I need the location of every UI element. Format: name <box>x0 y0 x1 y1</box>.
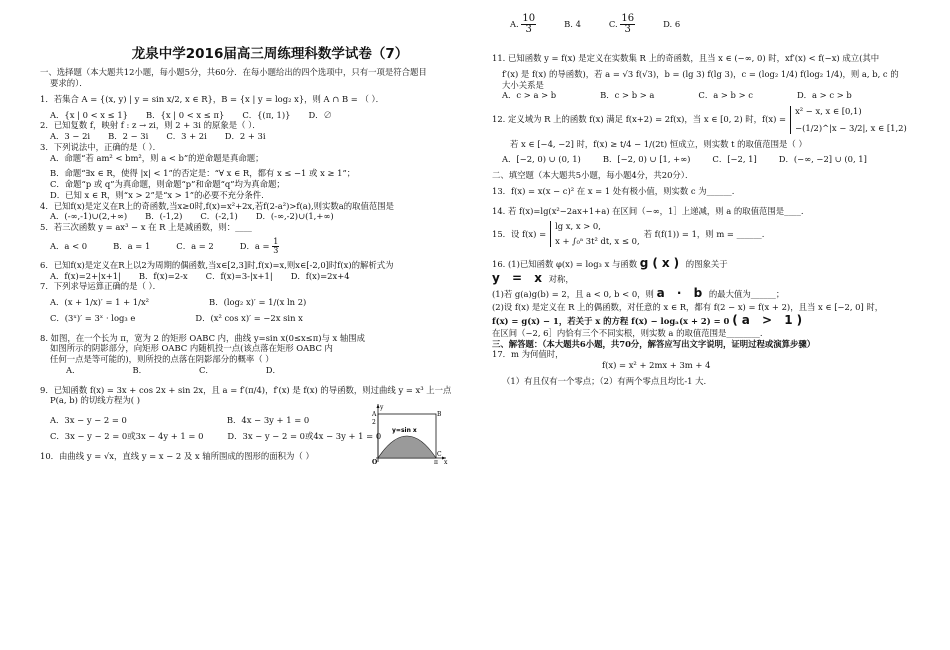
q12-line-2: 若 x ∈ [−4, −2] 时，f(x) ≥ t/4 − 1/(2t) 恒成立，则实数 t 的取值范围是（ ） <box>510 138 807 149</box>
figure-label-c: C <box>437 451 442 458</box>
q10-options <box>492 0 912 48</box>
q5-option-c: C．a = 2 <box>176 240 214 251</box>
q4-option-c: C．(-2,1) <box>200 211 238 222</box>
q3-option-a: A．命题“若 am² < bm²，则 a < b”的逆命题是真命题； <box>50 152 264 163</box>
q7-option-a: A．(x + 1/x)′ = 1 + 1/x² <box>50 297 150 308</box>
q12-options <box>492 154 912 165</box>
q6-option-c: C．f(x)=3-|x+1| <box>205 270 273 281</box>
q9-option-c: C．3x − y − 2 = 0或3x − 4y + 1 = 0 <box>50 430 204 441</box>
figure-label-2: 2 <box>372 419 376 426</box>
q2-stem: 2．已知复数 f，映射 f : z → zi，则 2 + 3i 的原象是（ ）． <box>40 120 261 131</box>
q6-options <box>40 271 470 282</box>
q8-options <box>40 365 470 376</box>
q2-option-b: B．2 − 3i <box>108 131 149 142</box>
q8-option-c: C． <box>198 364 214 375</box>
q15-prefix: 15．设 f(x) = <box>492 228 547 239</box>
q16-line-placeholder: y = x <box>492 271 546 286</box>
figure-label-y: y <box>380 404 384 411</box>
q13-stem: 13．f(x) = x(x − c)² 在 x = 1 处有极小值，则实数 c 为______. <box>492 185 735 196</box>
q9-option-d: D．3x − y − 2 = 0或4x − 3y + 1 = 0 <box>227 430 382 441</box>
q8-option-d: D． <box>265 364 281 375</box>
q16-line-3 <box>492 286 912 301</box>
q5-d-fraction: $\frac{1}{3}$ <box>273 236 279 255</box>
right-column <box>492 0 912 387</box>
q5-options <box>40 238 470 255</box>
q15-suffix: 若 f(f(1)) = 1，则 m = ______. <box>643 228 765 239</box>
figure-curve-label: y=sin x <box>392 427 417 434</box>
q16-line-2 <box>492 271 912 286</box>
q12-line-1: 12. 定义域为 R 上的函数 f(x) 满足 f(x+2) = 2f(x)，当 x ∈ [0, 2) 时，f(x) = <box>492 114 787 125</box>
left-column <box>40 0 470 464</box>
q6-option-b: B．f(x)=2-x <box>138 270 188 281</box>
figure-label-x: x <box>444 459 448 464</box>
q7-options-row1 <box>40 297 470 308</box>
q16-line-3-tail: 的最大值为______； <box>708 289 785 300</box>
exam-title: 龙泉中学2016届高三周练理科数学试卷（7） <box>131 46 409 62</box>
q8-line-3: 任何一点是等可能的)，则所投的点落在阴影部分的概率（ ） <box>50 354 274 365</box>
q16-line-4: (2)设 f(x) 是定义在 R 上的偶函数，对任意的 x ∈ R，都有 f(2 − x) = f(x + 2)，且当 x ∈ [−2, 0] 时， <box>492 301 884 312</box>
q11-line-2: f′(x) 是 f(x) 的导函数)，若 a = √3 f(√3)，b = (lg 3) f(lg 3)，c = (log₂ 1/4) f(log₂ 1/4)，则 a, b, c 的 <box>502 68 899 79</box>
q15-piece-2: x + ∫₀ᵃ 3t² dt, x ≤ 0, <box>555 236 640 246</box>
q5-option-d: D．a = $\frac{1}{3}$ <box>239 236 279 255</box>
q3-option-d: D．已知 x ∈ R，则“x > 2”是“x > 1”的必要不充分条件. <box>50 189 264 200</box>
q7-option-c: C．(3ˣ)′ = 3ˣ · log₃ e <box>50 312 136 323</box>
q12-piece-2: −(1/2)^|x − 3/2|, x ∈ [1,2) <box>795 122 907 133</box>
q14-stem: 14. 若 f(x)=lg(x²−2ax+1+a) 在区间（−∞，1］上递减，则 a 的取值范围是____. <box>492 205 804 216</box>
q8-line-2: 如图所示的阴影部分，向矩形 OABC 内随机投一点(该点落在矩形 OABC 内 <box>50 343 333 354</box>
q17-line-2: （1）有且仅有一个零点；（2）有两个零点且均比-1 大. <box>502 375 707 386</box>
q1-option-c: C．{(π, 1)} <box>242 109 291 120</box>
q1-option-a: A．{x | 0 < x ≤ 1} <box>50 109 129 120</box>
q12-option-a: A．[−2, 0) ∪ (0, 1) <box>502 154 581 165</box>
q16-line-1 <box>492 256 912 271</box>
q10-stem: 10．由曲线 y = √x，直线 y = x − 2 及 x 轴所围成的图形的面积为（ ） <box>40 450 314 461</box>
q11-line-1: 11. 已知函数 y = f(x) 是定义在实数集 R 上的奇函数，且当 x ∈ (−∞, 0) 时，xf′(x) < f(−x) 成立(其中 <box>492 53 880 63</box>
q11-option-d: D．a > c > b <box>796 90 852 101</box>
q4-stem: 4．已知f(x)是定义在R上的奇函数,当x≥0时,f(x)=x²+2x,若f(2-a²)>f(a),则实数a的取值范围是 <box>40 200 395 211</box>
q16-line-6: 在区间（−2, 6］内恰有三个不同实根，则实数 a 的取值范围是________. <box>492 327 763 338</box>
q12-piecewise <box>790 106 907 134</box>
q6-option-d: D．f(x)=2x+4 <box>290 270 350 281</box>
q15-row <box>492 221 912 247</box>
figure-label-a: A <box>372 411 377 418</box>
q8-option-a: A． <box>66 364 81 375</box>
q10-option-b: B. 4 <box>564 18 581 29</box>
q4-option-b: B．(-1,2) <box>145 211 183 222</box>
q16-condition-placeholder: (a > 1) <box>732 312 807 327</box>
q16-expression-placeholder: a · b <box>656 286 707 301</box>
q17-line-1: 17．m 为何值时， <box>492 349 564 360</box>
q2-options <box>40 131 470 142</box>
section-1-heading-cont: 要求的）． <box>50 78 88 89</box>
figure-shaded-region <box>378 436 436 458</box>
q5-option-a: A．a < 0 <box>50 240 88 251</box>
q9-option-b: B．4x − 3y + 1 = 0 <box>226 415 310 426</box>
q7-stem: 7．下列求导运算正确的是（ ）． <box>40 281 162 292</box>
q9-line-2: P(a, b) 的切线方程为( ) <box>50 395 140 406</box>
q12-piece-1: x² − x, x ∈ [0,1) <box>795 106 862 116</box>
q15-piecewise <box>550 221 640 247</box>
q10-option-a: A. $\frac{10}{3}$ <box>510 12 536 35</box>
q10-option-c: C. $\frac{16}{3}$ <box>608 12 635 35</box>
q2-option-d: D．2 + 3i <box>224 131 266 142</box>
q16-function-placeholder: g(x) <box>639 255 684 270</box>
section-3-heading: 三、解答题：（本大题共6小题，共70分，解答应写出文字说明，证明过程或演算步骤） <box>492 338 816 349</box>
q1-stem: 1．若集合 A = {(x, y) | y = sin x/2, x ∈ R}，B = {x | y = log₂ x}，则 A ∩ B = （ ）． <box>40 93 385 104</box>
q16-line-5 <box>492 313 912 328</box>
q2-option-a: A．3 − 2i <box>50 131 91 142</box>
q12-first-row <box>492 106 912 134</box>
q12-option-b: B．[−2, 0) ∪ [1, +∞) <box>602 154 691 165</box>
q8-option-b: B． <box>132 364 147 375</box>
q5-option-b: B．a = 1 <box>113 240 151 251</box>
figure-label-pi: π <box>434 459 438 464</box>
q8-line-1: 8. 如图，在一个长为 π，宽为 2 的矩形 OABC 内，曲线 y=sin x(0≤x≤π)与 x 轴围成 <box>40 332 366 343</box>
q11-options <box>492 90 912 101</box>
q9-option-a: A．3x − y − 2 = 0 <box>50 415 127 426</box>
q15-piece-1: lg x, x > 0, <box>555 221 601 232</box>
q4-option-a: A．(-∞,-1)∪(2,+∞) <box>50 211 128 222</box>
q12-option-d: D．(−∞, −2] ∪ (0, 1] <box>778 154 867 165</box>
q4-option-d: D．(-∞,-2)∪(1,+∞) <box>255 211 334 222</box>
q8-figure <box>370 402 450 464</box>
q16-line-5-text: f(x) = g(x) − 1，若关于 x 的方程 f(x) − logₐ(x + 2) = 0 <box>492 315 730 326</box>
q3-stem: 3．下列说法中，正确的是（ ）． <box>40 141 162 152</box>
q1-option-d: D．∅ <box>308 109 332 120</box>
q17-equation: f(x) = x² + 2mx + 3m + 4 <box>602 360 711 371</box>
q6-stem: 6．已知f(x)是定义在R上以2为周期的偶函数,当x∈[2,3]时,f(x)=x,则x∈[-2,0]时f(x)的解析式为 <box>40 259 394 270</box>
q16-line-1-tail: 的图象关于 <box>685 258 728 269</box>
section-2-heading: 二、填空题（本大题共5小题，每小题4分，共20分）． <box>492 170 694 180</box>
q11-option-c: C．a > b > c <box>698 90 753 101</box>
q6-option-a: A．f(x)=2+|x+1| <box>50 270 121 281</box>
q7-options-row2 <box>40 313 470 324</box>
section-1-heading: 一、选择题（本大题共12小题，每小题5分，共60分．在每小题给出的四个选项中，只有一项是符合题目 <box>40 67 427 78</box>
q1-option-b: B．{x | 0 < x ≤ π} <box>146 109 225 120</box>
q9-line-1: 9．已知函数 f(x) = 3x + cos 2x + sin 2x，且 a = f′(π/4)，f′(x) 是 f(x) 的导函数，则过曲线 y = x³ 上一点 <box>40 384 452 395</box>
q7-option-d: D．(x² cos x)′ = −2x sin x <box>195 312 303 323</box>
q5-stem: 5．若三次函数 y = ax³ − x 在 R 上是减函数，则：____ <box>40 222 252 233</box>
q11-line-3: 大小关系是 <box>502 79 544 90</box>
q16-line-2-text: 对称， <box>548 274 574 285</box>
q16-line-1-text: 16. (1)已知函数 φ(x) = log₃ x 与函数 <box>492 258 638 269</box>
q2-option-c: C．3 + 2i <box>166 131 207 142</box>
q1-options <box>40 110 470 121</box>
figure-label-o: O <box>372 459 378 464</box>
q4-options <box>40 211 470 222</box>
q16-line-3-text: (1)若 g(a)g(b) = 2，且 a < 0, b < 0，则 <box>492 289 654 300</box>
q7-option-b: B．(log₂ x)′ = 1/(x ln 2) <box>209 297 307 308</box>
figure-label-b: B <box>437 411 442 418</box>
q3-option-b: B．命题“∃x ∈ R，使得 |x| < 1”的否定是：“∀ x ∈ R，都有 x ≤ −1 或 x ≥ 1”； <box>50 168 356 179</box>
q12-option-c: C．[−2, 1] <box>712 154 757 165</box>
q3-option-c: C．命题“p 或 q”为真命题，则命题“p”和命题“q”均为真命题； <box>50 179 285 190</box>
q10-option-d: D. 6 <box>663 18 681 29</box>
q11-option-a: A．c > a > b <box>502 90 557 101</box>
q11-option-b: B．c > b > a <box>600 90 655 101</box>
